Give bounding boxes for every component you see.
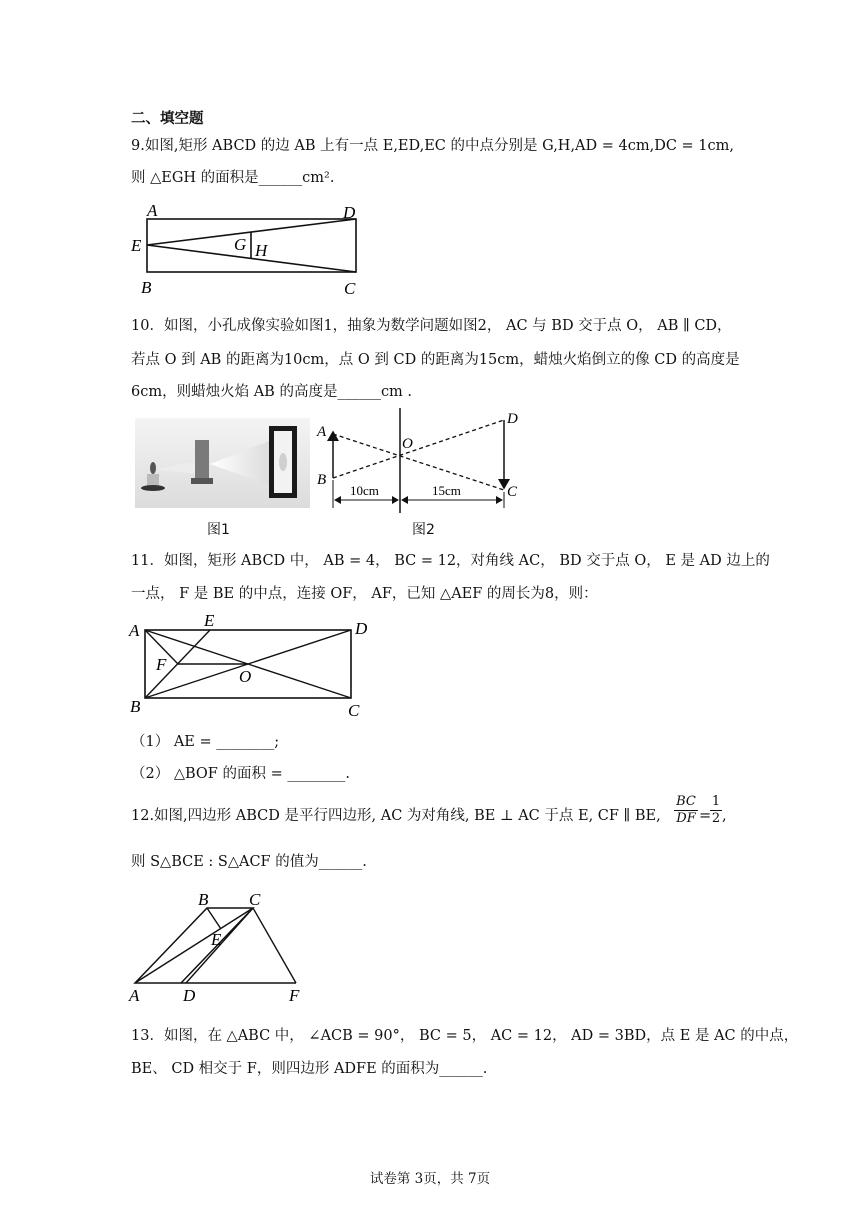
q12-fraction-right (710, 794, 722, 827)
q12-frac-num: BC (676, 794, 696, 809)
q9-label-c: C (344, 279, 356, 298)
q11-text-line2: 一点， F 是 BE 的中点，连接 OF， AF，已知 △AEF 的周长为8，则： (131, 586, 598, 602)
q10-label-d: D (507, 411, 518, 427)
q12-fraction-left (674, 794, 698, 827)
q9-label-b: B (141, 278, 152, 297)
q11-label-b: B (130, 697, 141, 716)
q10-text-line3: 6cm，则蜡烛火焰 AB 的高度是______cm . (131, 384, 413, 400)
q10-label-10cm: 10cm (350, 483, 379, 498)
q10-label-b: B (317, 472, 327, 488)
q12-label-e: E (211, 930, 222, 949)
q9-label-e: E (131, 236, 142, 255)
q12-text-line2: 则 S△BCE : S△ACF 的值为______. (131, 854, 367, 870)
q11-label-d: D (355, 619, 368, 638)
q11-label-c: C (348, 701, 360, 720)
q10-label-c: C (507, 484, 518, 500)
q12-frac-rhs-den: 2 (711, 811, 721, 826)
q10-figure1-photo (135, 418, 310, 508)
q11-label-f: F (156, 655, 167, 674)
q12-diagonal-ac (135, 908, 253, 983)
q10-figure2 (312, 408, 527, 518)
q12-segment-be (207, 908, 221, 929)
q12-label-b: B (198, 890, 209, 909)
q12-frac-eq: = (699, 808, 712, 824)
q10-label-o: O (402, 436, 413, 452)
q12-figure (126, 888, 316, 1006)
q13-text-line1: 13．如图，在 △ABC 中， ∠ACB = 90°， BC = 5， AC = 12， AD = 3BD，点 E 是 AC 的中点， (131, 1028, 799, 1044)
q10-text-line2: 若点 O 到 AB 的距离为10cm，点 O 到 CD 的距离为15cm，蜡烛火焰倒立的像 CD 的高度是 (131, 352, 740, 368)
q11-figure (126, 610, 376, 720)
q11-part1: （1） AE = ________; (131, 734, 280, 750)
q9-label-g: G (234, 235, 247, 254)
q11-text-line1: 11．如图，矩形 ABCD 中， AB = 4， BC = 12，对角线 AC， BD 交于点 O， E 是 AD 边上的 (131, 553, 770, 569)
page-footer: 试卷第 3页，共 7页 (369, 1171, 491, 1187)
section-title: 二、填空题 (131, 111, 204, 127)
q13-text-line2: BE、 CD 相交于 F，则四边形 ADFE 的面积为______. (131, 1061, 488, 1077)
q10-label-15cm: 15cm (432, 483, 461, 498)
q11-label-a: A (129, 621, 140, 640)
q11-label-e: E (204, 611, 215, 630)
q12-label-a: A (129, 986, 140, 1005)
q10-label-a: A (317, 424, 327, 440)
q9-text-line1: 9.如图,矩形 ABCD 的边 AB 上有一点 E,ED,EC 的中点分别是 G,H,AD = 4cm,DC = 1cm, (131, 138, 735, 154)
q12-segment-cf (253, 908, 296, 983)
q12-text-line1: 12.如图,四边形 ABCD 是平行四边形, AC 为对角线, BE ⊥ AC 于点 E, CF ∥ BE, (131, 808, 661, 824)
q9-text-line2: 则 △EGH 的面积是______cm². (131, 170, 335, 186)
q10-ray-ac (333, 434, 504, 490)
q12-label-f: F (289, 986, 300, 1005)
q9-label-a: A (147, 201, 158, 220)
q10-ray-bd (333, 420, 504, 478)
q9-figure (128, 198, 368, 298)
q10-fig2-caption: 图2 (412, 522, 435, 538)
q12-frac-rhs-num: 1 (711, 794, 721, 809)
q10-text-line1: 10．如图，小孔成像实验如图1，抽象为数学问题如图2， AC 与 BD 交于点 O， AB ∥ CD， (131, 318, 732, 334)
q12-label-d: D (183, 986, 196, 1005)
q12-label-c: C (249, 890, 261, 909)
q10-fig1-caption: 图1 (207, 522, 230, 538)
q11-part2: （2） △BOF 的面积 = ________. (131, 766, 350, 782)
q9-label-d: D (343, 203, 356, 222)
q9-label-h: H (255, 241, 268, 260)
q11-label-o: O (239, 667, 252, 686)
q12-frac-den: DF (674, 810, 698, 827)
